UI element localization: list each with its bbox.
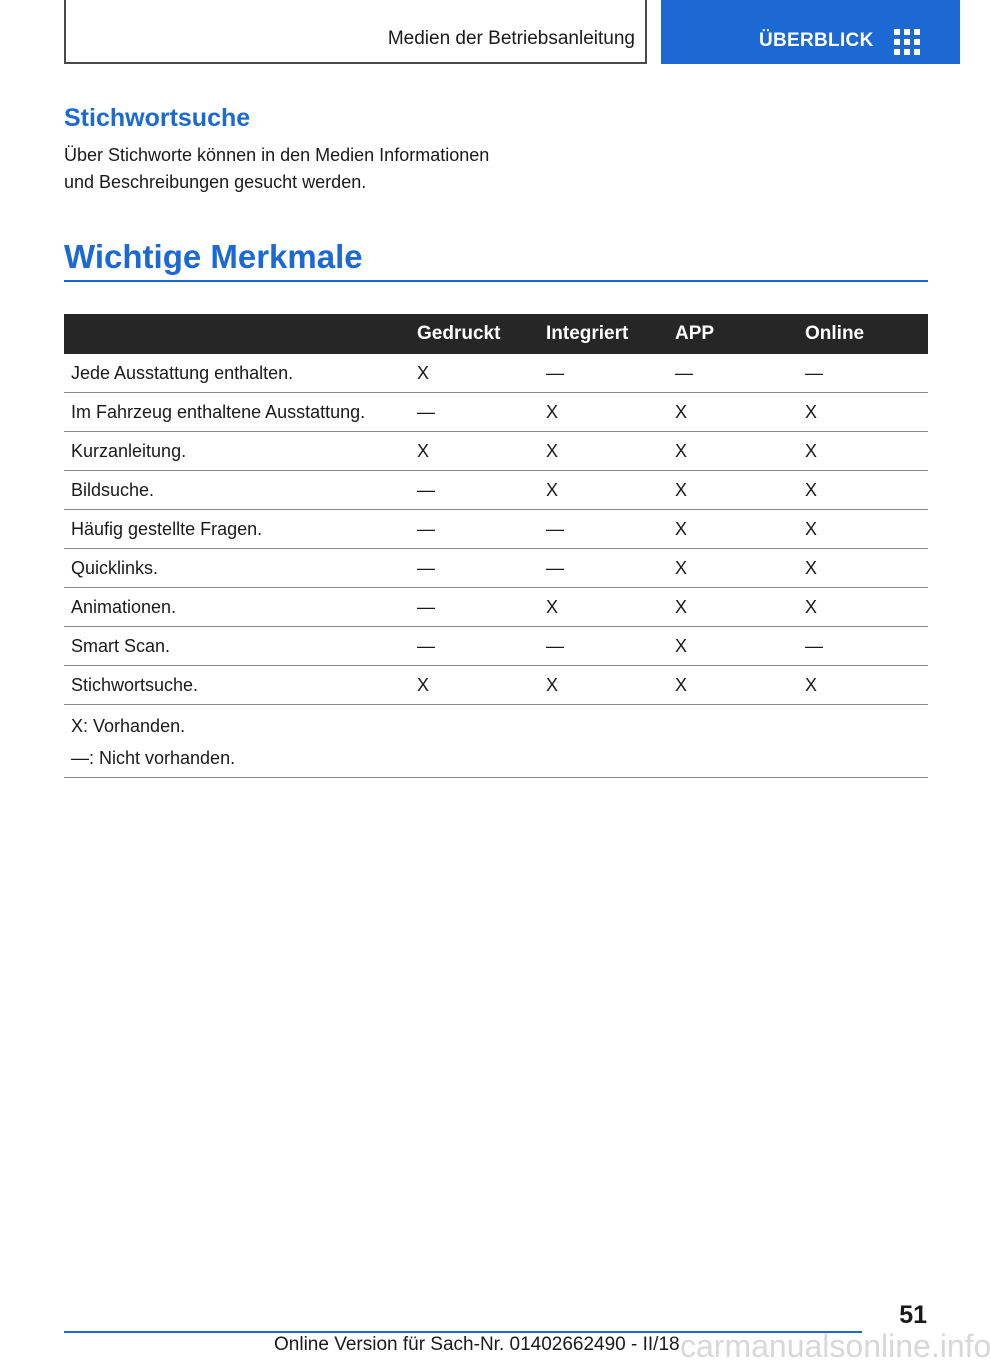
availability-cell: X bbox=[798, 588, 928, 627]
legend-available: X: Vorhanden. bbox=[71, 716, 186, 736]
table-row bbox=[64, 432, 928, 471]
legend-not-available: —: Nicht vorhanden. bbox=[71, 748, 236, 768]
footer-text: Online Version für Sach-Nr. 01402662490 - II/18 bbox=[274, 1334, 680, 1355]
feature-cell: Kurzanleitung. bbox=[64, 432, 410, 471]
table-row bbox=[64, 354, 928, 393]
table-row bbox=[64, 393, 928, 432]
availability-cell: — bbox=[410, 627, 539, 666]
section-heading-stichwortsuche: Stichwortsuche bbox=[64, 104, 251, 132]
availability-cell: X bbox=[668, 432, 798, 471]
availability-cell: — bbox=[539, 627, 668, 666]
availability-cell: — bbox=[539, 549, 668, 588]
availability-cell: — bbox=[798, 627, 928, 666]
feature-cell: Im Fahrzeug enthaltene Ausstattung. bbox=[64, 393, 410, 432]
availability-cell: X bbox=[798, 471, 928, 510]
availability-cell: X bbox=[539, 666, 668, 705]
table-row bbox=[64, 510, 928, 549]
feature-cell: Jede Ausstattung enthalten. bbox=[64, 354, 410, 393]
availability-cell: X bbox=[798, 432, 928, 471]
feature-cell: Bildsuche. bbox=[64, 471, 410, 510]
availability-cell: X bbox=[798, 549, 928, 588]
table-header-row bbox=[64, 314, 928, 354]
column-header-gedruckt: Gedruckt bbox=[410, 314, 539, 354]
overview-tab[interactable] bbox=[661, 0, 960, 64]
grid-icon bbox=[894, 29, 920, 55]
column-header-integriert: Integriert bbox=[539, 314, 668, 354]
availability-cell: X bbox=[668, 666, 798, 705]
header-title: Medien der Betriebsanleitung bbox=[387, 28, 635, 49]
availability-cell: X bbox=[539, 432, 668, 471]
footer-watermark: carmanualsonline.info bbox=[680, 1328, 991, 1364]
column-header-app: APP bbox=[668, 314, 798, 354]
feature-cell: Häufig gestellte Fragen. bbox=[64, 510, 410, 549]
availability-cell: X bbox=[668, 471, 798, 510]
header-title-box bbox=[64, 0, 647, 64]
availability-cell: — bbox=[410, 471, 539, 510]
availability-cell: X bbox=[798, 510, 928, 549]
table-row bbox=[64, 471, 928, 510]
feature-cell: Animationen. bbox=[64, 588, 410, 627]
feature-cell: Quicklinks. bbox=[64, 549, 410, 588]
availability-cell: X bbox=[668, 588, 798, 627]
availability-cell: X bbox=[798, 393, 928, 432]
availability-cell: X bbox=[410, 432, 539, 471]
availability-cell: — bbox=[410, 393, 539, 432]
table-row bbox=[64, 627, 928, 666]
overview-tab-label: ÜBERBLICK bbox=[759, 30, 874, 51]
availability-cell: X bbox=[410, 666, 539, 705]
availability-cell: X bbox=[668, 627, 798, 666]
availability-cell: X bbox=[668, 510, 798, 549]
section-text-stichwortsuche: Über Stichworte können in den Medien Informationen und Beschreibungen gesucht werden. bbox=[64, 145, 490, 192]
availability-cell: — bbox=[410, 549, 539, 588]
availability-cell: X bbox=[539, 393, 668, 432]
page-number: 51 bbox=[899, 1301, 927, 1329]
table-legend-row bbox=[64, 705, 928, 778]
main-heading: Wichtige Merkmale bbox=[64, 238, 363, 275]
availability-cell: — bbox=[539, 354, 668, 393]
table-row bbox=[64, 666, 928, 705]
availability-cell: X bbox=[668, 549, 798, 588]
feature-cell: Smart Scan. bbox=[64, 627, 410, 666]
heading-rule bbox=[64, 280, 928, 282]
availability-cell: — bbox=[410, 510, 539, 549]
availability-cell: X bbox=[539, 471, 668, 510]
features-table bbox=[64, 314, 928, 778]
availability-cell: X bbox=[668, 393, 798, 432]
availability-cell: — bbox=[410, 588, 539, 627]
table-legend bbox=[64, 705, 928, 778]
table-row bbox=[64, 588, 928, 627]
availability-cell: X bbox=[798, 666, 928, 705]
availability-cell: X bbox=[539, 588, 668, 627]
column-header bbox=[64, 314, 410, 354]
feature-cell: Stichwortsuche. bbox=[64, 666, 410, 705]
availability-cell: — bbox=[798, 354, 928, 393]
availability-cell: — bbox=[668, 354, 798, 393]
availability-cell: — bbox=[539, 510, 668, 549]
table-row bbox=[64, 549, 928, 588]
column-header-online: Online bbox=[798, 314, 928, 354]
availability-cell: X bbox=[410, 354, 539, 393]
